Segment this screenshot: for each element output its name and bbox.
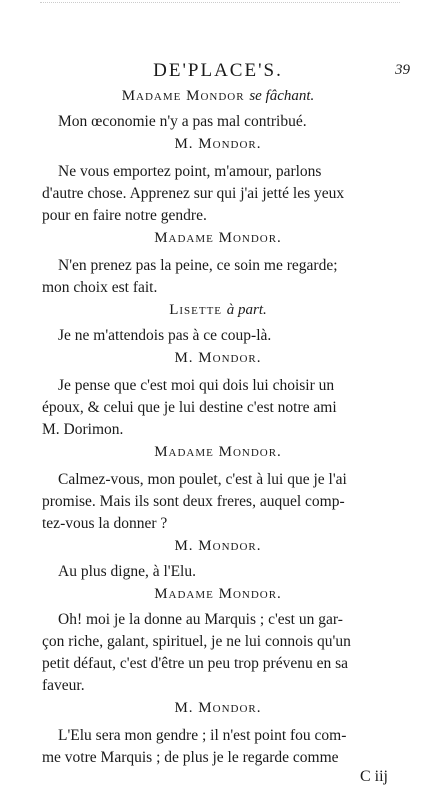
dialogue-line: L'Elu sera mon gendre ; il n'est point fou com- bbox=[58, 727, 347, 744]
speaker-name: M. Mondor. bbox=[174, 350, 262, 366]
speaker-name: M. Mondor. bbox=[174, 700, 262, 716]
speaker-name: Lisette bbox=[169, 302, 223, 318]
dialogue-line: pour en faire notre gendre. bbox=[42, 207, 207, 224]
speaker-line bbox=[0, 302, 436, 319]
dialogue-line: petit défaut, c'est d'être un peu trop prévenu en sa bbox=[42, 655, 348, 672]
speaker-line bbox=[0, 538, 436, 555]
dialogue-line: me votre Marquis ; de plus je le regarde comme bbox=[42, 749, 339, 766]
running-title: DE'PLACE'S. bbox=[153, 60, 283, 81]
dialogue-line: époux, & celui que je lui destine c'est notre ami bbox=[42, 399, 337, 416]
dialogue-line: mon choix est fait. bbox=[42, 279, 158, 296]
speaker-line bbox=[0, 586, 436, 603]
dialogue-line: Mon œconomie n'y a pas mal contribué. bbox=[58, 113, 307, 130]
speaker-name: Madame Mondor. bbox=[154, 444, 282, 460]
page-number: 39 bbox=[395, 62, 410, 78]
dialogue-line: tez-vous la donner ? bbox=[42, 515, 168, 532]
stage-direction: à part. bbox=[226, 302, 267, 318]
speaker-line bbox=[0, 350, 436, 367]
speaker-name: Madame Mondor. bbox=[154, 586, 282, 602]
dialogue-line: d'autre chose. Apprenez sur qui j'ai jetté les yeux bbox=[42, 185, 345, 202]
dialogue-line: Je pense que c'est moi qui dois lui choisir un bbox=[58, 377, 335, 394]
speaker-line bbox=[0, 88, 436, 105]
speaker-name: Madame Mondor bbox=[121, 88, 245, 104]
speaker-name: M. Mondor. bbox=[174, 136, 262, 152]
dialogue-line: promise. Mais ils sont deux freres, auquel comp- bbox=[42, 493, 345, 510]
dialogue-line: Calmez-vous, mon poulet, c'est à lui que je l'ai bbox=[58, 471, 347, 488]
speaker-name: Madame Mondor. bbox=[154, 230, 282, 246]
dialogue-line: M. Dorimon. bbox=[42, 421, 124, 438]
speaker-line bbox=[0, 700, 436, 717]
dialogue-line: Ne vous emportez point, m'amour, parlons bbox=[58, 163, 322, 180]
speaker-line bbox=[0, 230, 436, 247]
speaker-name: M. Mondor. bbox=[174, 538, 262, 554]
speaker-line bbox=[0, 136, 436, 153]
dialogue-line: Au plus digne, à l'Elu. bbox=[58, 563, 196, 580]
page-edge-marks bbox=[40, 2, 400, 9]
dialogue-line: N'en prenez pas la peine, ce soin me regarde; bbox=[58, 257, 338, 274]
dialogue-line: faveur. bbox=[42, 677, 85, 694]
dialogue-line: Je ne m'attendois pas à ce coup-là. bbox=[58, 327, 272, 344]
signature-mark: C iij bbox=[359, 768, 388, 785]
dialogue-line: Oh! moi je la donne au Marquis ; c'est un gar- bbox=[58, 611, 343, 628]
stage-direction: se fâchant. bbox=[249, 88, 315, 104]
speaker-line bbox=[0, 444, 436, 461]
dialogue-line: çon riche, galant, spirituel, je ne lui connois qu'un bbox=[42, 633, 351, 650]
